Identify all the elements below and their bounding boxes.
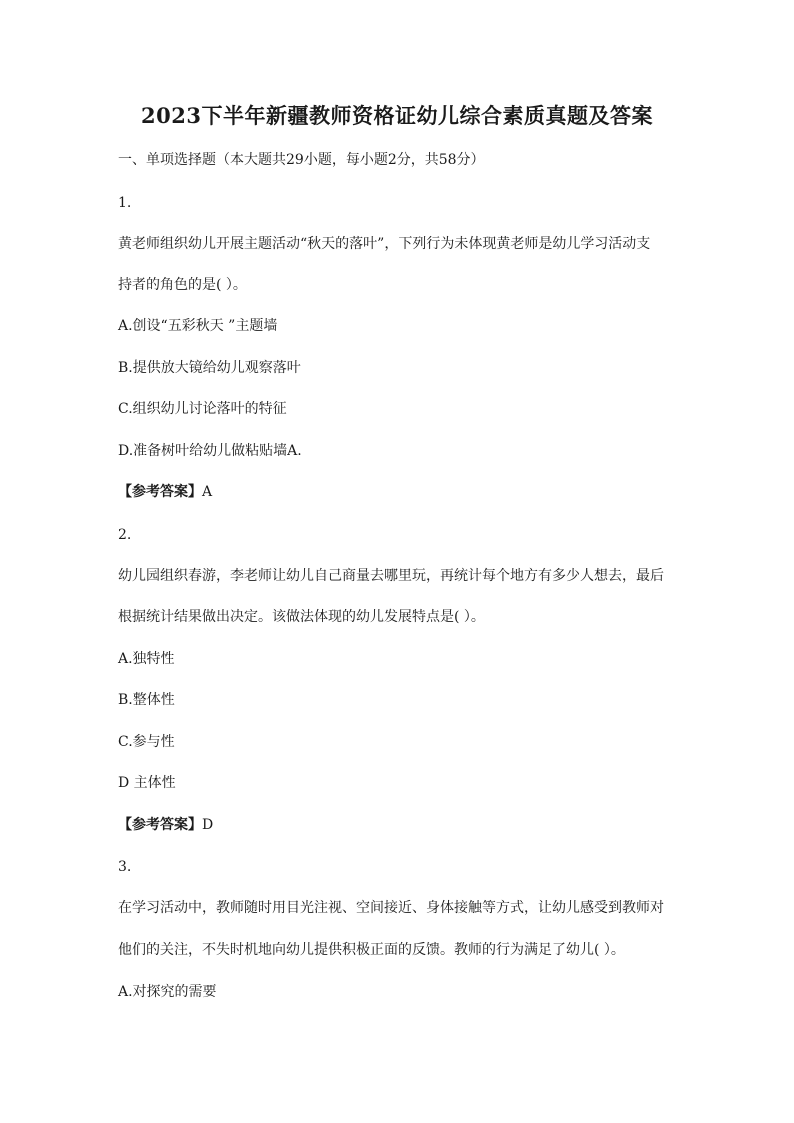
question-stem: 幼儿园组织春游，李老师让幼儿自己商量去哪里玩，再统计每个地方有多少人想去，最后 bbox=[118, 568, 664, 584]
question-stem: 在学习活动中，教师随时用目光注视、空间接近、身体接触等方式，让幼儿感受到教师对 bbox=[118, 900, 664, 916]
answer-label: 【参考答案】 bbox=[118, 817, 202, 833]
reference-answer bbox=[118, 815, 688, 835]
page-title: 2023下半年新疆教师资格证幼儿综合素质真题及答案 bbox=[141, 103, 653, 128]
option-d: D 主体性 bbox=[118, 775, 176, 791]
answer-value: A bbox=[202, 484, 213, 500]
answer-value: D bbox=[202, 817, 214, 833]
answer-label: 【参考答案】 bbox=[118, 484, 202, 500]
question-number: 3. bbox=[118, 859, 132, 875]
option-a: A.创设“五彩秋天 ”主题墙 bbox=[118, 318, 278, 334]
reference-answer bbox=[118, 482, 688, 502]
option-b: B.整体性 bbox=[118, 692, 175, 708]
option-a: A.对探究的需要 bbox=[118, 984, 217, 1000]
question-stem: 他们的关注，不失时机地向幼儿提供积极正面的反馈。教师的行为满足了幼儿( ）。 bbox=[118, 942, 625, 958]
question-stem: 黄老师组织幼儿开展主题活动“秋天的落叶”，下列行为未体现黄老师是幼儿学习活动支 bbox=[118, 236, 651, 252]
question-number: 2. bbox=[118, 527, 132, 543]
option-a: A.独特性 bbox=[118, 651, 175, 667]
question-stem: 根据统计结果做出决定。该做法体现的幼儿发展特点是( ）。 bbox=[118, 609, 485, 625]
option-d: D.准备树叶给幼儿做粘贴墙A. bbox=[118, 443, 302, 459]
option-b: B.提供放大镜给幼儿观察落叶 bbox=[118, 360, 301, 376]
question-number: 1. bbox=[118, 195, 132, 211]
section-heading: 一、单项选择题（本大题共29小题，每小题2分，共58分） bbox=[118, 152, 485, 168]
option-c: C.组织幼儿讨论落叶的特征 bbox=[118, 401, 287, 417]
question-stem: 持者的角色的是( ）。 bbox=[118, 277, 247, 293]
option-c: C.参与性 bbox=[118, 734, 175, 750]
